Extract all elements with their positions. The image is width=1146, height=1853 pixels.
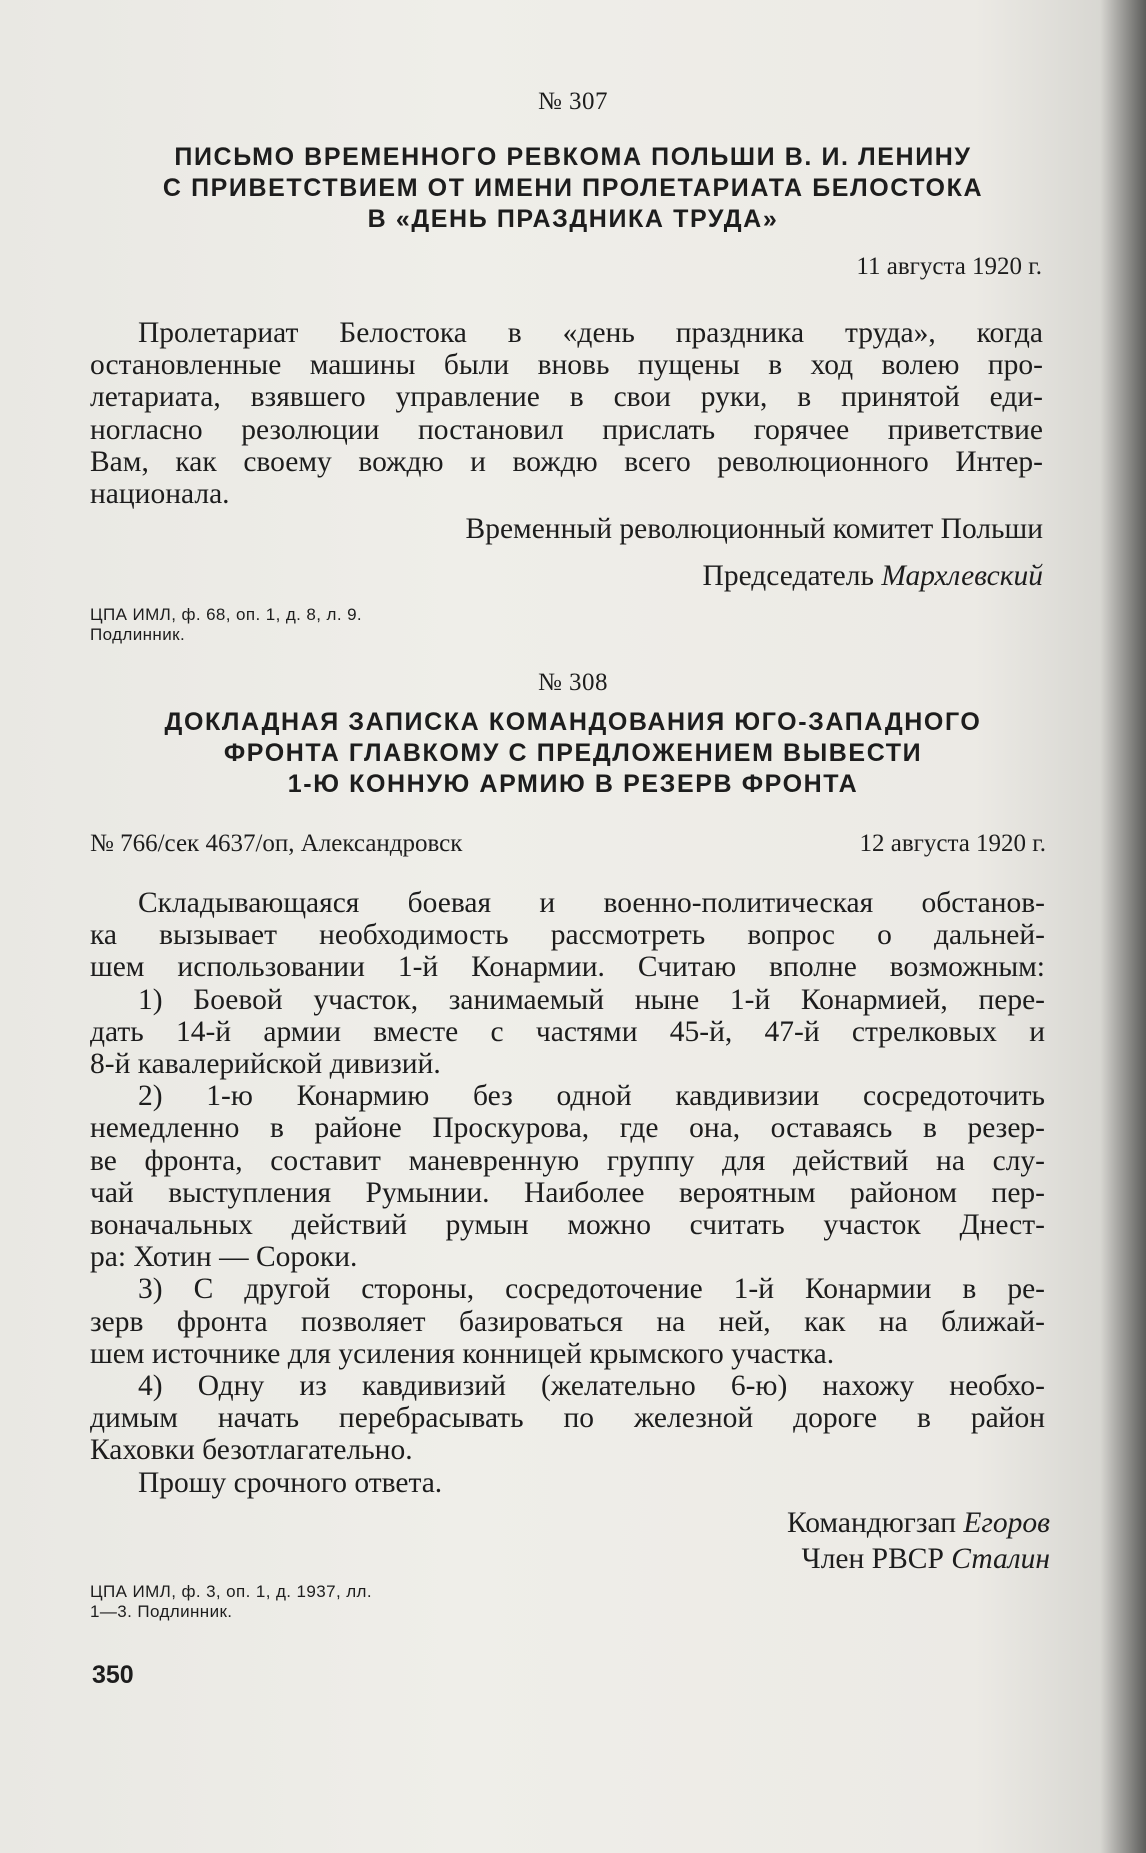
doc307-signature-name: Мархлевский	[881, 560, 1043, 592]
doc307-number: № 307	[537, 88, 609, 115]
doc308-paragraph-line: воначальных действий румын можно считать участок Днест-	[90, 1209, 1045, 1242]
doc308-paragraph-line: 1) Боевой участок, занимаемый ныне 1-й Конармией, пере-	[138, 983, 1045, 1016]
doc308-signer2	[802, 1542, 1050, 1576]
doc307-paragraph-line: ногласно резолюции постановил прислать горячее приветствие	[90, 413, 1043, 446]
doc308-paragraph-line: чай выступления Румынии. Наиболее вероятным районом пер-	[90, 1176, 1045, 1209]
doc308-paragraph-line: 2) 1-ю Конармию без одной кавдивизии сосредоточить	[138, 1080, 1045, 1113]
doc307-paragraph-line: летариата, взявшего управление в свои руки, в принятой еди-	[90, 381, 1043, 414]
doc308-date: 12 августа 1920 г.	[859, 830, 1046, 857]
doc308-paragraph-line: дать 14-й армии вместе с частями 45-й, 47-й стрелковых и	[90, 1015, 1045, 1048]
doc308-body	[90, 887, 1045, 1499]
doc308-reference: № 766/сек 4637/оп, Александровск	[90, 830, 463, 857]
doc308-signer1	[787, 1506, 1050, 1540]
doc307-date: 11 августа 1920 г.	[856, 253, 1042, 280]
doc307-source-line: Подлинник.	[90, 625, 186, 644]
doc308-paragraph-line: ка вызывает необходимость рассмотреть вопрос о дальней-	[90, 919, 1045, 952]
doc307-title	[60, 142, 1086, 235]
doc308-source-line: 1—3. Подлинник.	[90, 1602, 233, 1621]
doc308-paragraph-line: ве фронта, составит маневренную группу для действий на слу-	[90, 1144, 1045, 1177]
doc308-signer2-name: Сталин	[951, 1543, 1050, 1575]
doc308-source	[90, 1582, 372, 1622]
doc308-paragraph-line: ра: Хотин — Сороки.	[90, 1241, 358, 1274]
page-number: 350	[92, 1661, 134, 1689]
doc308-title-line: 1-Ю КОННУЮ АРМИЮ В РЕЗЕРВ ФРОНТА	[287, 770, 859, 798]
doc308-paragraph-line: шем источнике для усиления конницей крымского участка.	[90, 1337, 835, 1370]
doc308-title-line: ДОКЛАДНАЯ ЗАПИСКА КОМАНДОВАНИЯ ЮГО-ЗАПАДНОГО	[164, 708, 982, 736]
doc308-paragraph-line: димым начать перебрасывать по железной дороге в район	[90, 1402, 1045, 1435]
doc307-paragraph-line: Пролетариат Белостока в «день праздника труда», когда	[138, 317, 1043, 349]
doc308-signer1-name: Егоров	[963, 1507, 1050, 1539]
doc308-paragraph-line: зерв фронта позволяет базироваться на ней, как на ближай-	[90, 1305, 1045, 1338]
doc308-signer1-role: Командюгзап	[786, 1507, 957, 1539]
doc307-source-line: ЦПА ИМЛ, ф. 68, оп. 1, д. 8, л. 9.	[90, 605, 363, 624]
doc308-paragraph-line: Каховки безотлагательно.	[90, 1434, 413, 1467]
doc308-signer2-role: Член РВСР	[801, 1543, 944, 1575]
doc308-title-line: ФРОНТА ГЛАВКОМУ С ПРЕДЛОЖЕНИЕМ ВЫВЕСТИ	[223, 739, 923, 767]
doc307-signature-org: Временный революционный комитет Польши	[465, 513, 1043, 545]
doc307-signature	[703, 559, 1043, 593]
doc308-paragraph-line: шем использовании 1-й Конармии. Считаю вполне возможным:	[90, 951, 1045, 984]
doc307-body	[90, 317, 1043, 510]
doc307-paragraph-line: национала.	[90, 478, 230, 511]
doc307-paragraph-line: остановленные машины были вновь пущены в ход волею про-	[90, 349, 1043, 382]
doc308-paragraph-line: 3) С другой стороны, сосредоточение 1-й Конармии в ре-	[138, 1273, 1045, 1306]
doc308-paragraph-line: 8-й кавалерийской дивизий.	[90, 1048, 441, 1081]
doc307-title-line: В «ДЕНЬ ПРАЗДНИКА ТРУДА»	[367, 205, 779, 233]
doc307-title-line: ПИСЬМО ВРЕМЕННОГО РЕВКОМА ПОЛЬШИ В. И. ЛЕНИНУ	[174, 143, 972, 171]
doc307-signature-role: Председатель	[702, 560, 874, 592]
doc308-paragraph-line: 4) Одну из кавдивизий (желательно 6-ю) нахожу необхо-	[138, 1370, 1045, 1403]
doc307-paragraph-line: Вам, как своему вождю и вождю всего революционного Интер-	[90, 445, 1043, 478]
doc308-title	[60, 707, 1086, 800]
doc308-number: № 308	[537, 669, 609, 696]
doc308-paragraph-line: Прошу срочного ответа.	[138, 1466, 443, 1499]
doc308-source-line: ЦПА ИМЛ, ф. 3, оп. 1, д. 1937, лл.	[90, 1582, 372, 1601]
doc307-title-line: С ПРИВЕТСТВИЕМ ОТ ИМЕНИ ПРОЛЕТАРИАТА БЕЛОСТОКА	[162, 174, 984, 202]
doc308-paragraph-line: Складывающаяся боевая и военно-политическая обстанов-	[138, 887, 1045, 919]
doc307-source	[90, 605, 362, 645]
doc308-paragraph-line: немедленно в районе Проскурова, где она, оставаясь в резер-	[90, 1112, 1045, 1145]
